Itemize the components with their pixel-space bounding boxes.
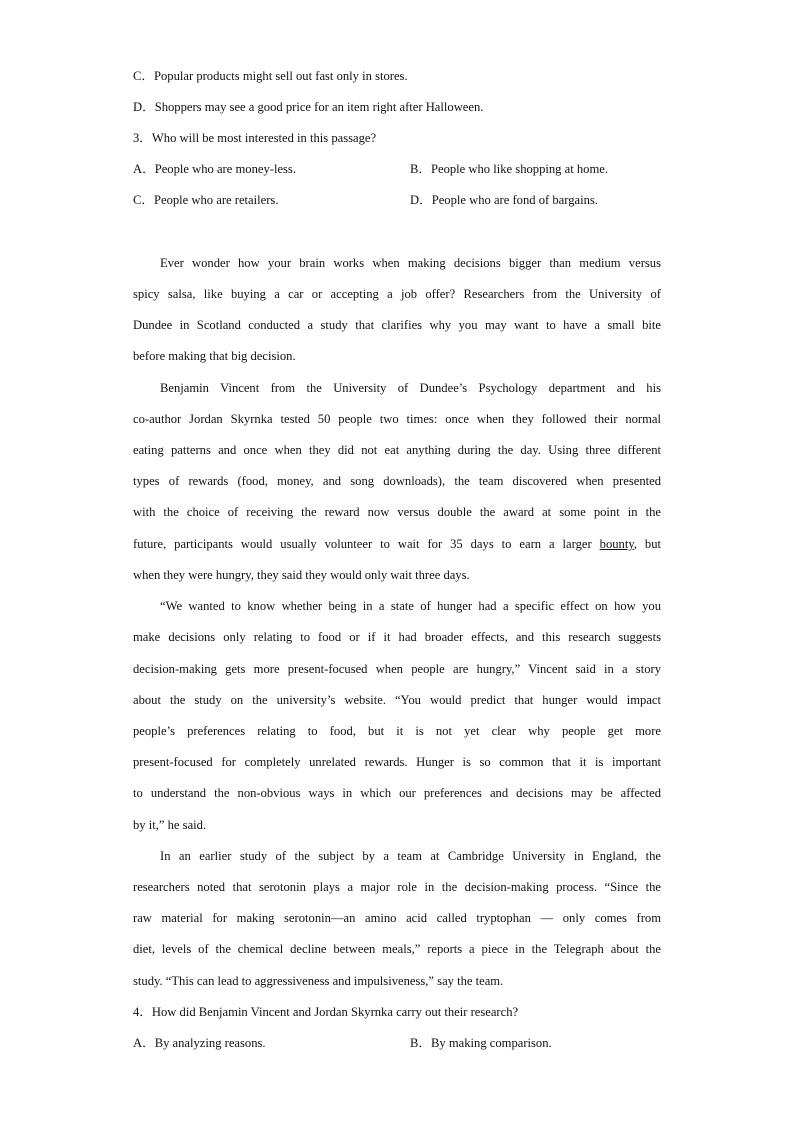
passage-p2-line-7: when they were hungry, they said they would only wait three days.	[133, 568, 470, 582]
q3-option-b[interactable]: B．People who like shopping at home.	[410, 162, 608, 176]
passage-p3-line-3: decision-making gets more present-focused when people are hungry,” Vincent said in a story	[133, 662, 661, 676]
passage-p2-line-6-text: future, participants would usually volunteer to wait for 35 days to earn a larger	[133, 537, 600, 551]
passage-p4-line-1: In an earlier study of the subject by a team at Cambridge University in England, the	[160, 849, 661, 863]
passage-p2-line-2: co-author Jordan Skyrnka tested 50 people two times: once when they followed their normal	[133, 412, 661, 426]
passage-p2-line-3: eating patterns and once when they did not eat anything during the day. Using three different	[133, 443, 661, 457]
passage-p3-line-8: by it,” he said.	[133, 818, 207, 832]
passage-p2-line-1: Benjamin Vincent from the University of Dundee’s Psychology department and his	[160, 381, 661, 395]
passage-p3-line-7: to understand the non-obvious ways in which our preferences and decisions may be affected	[133, 786, 661, 800]
passage-p4-line-3: raw material for making serotonin—an amino acid called tryptophan — only comes from	[133, 911, 661, 925]
passage-p2-line-6	[133, 536, 661, 552]
q3-option-c[interactable]: C．People who are retailers.	[133, 193, 279, 207]
passage-p1-line-1: Ever wonder how your brain works when making decisions bigger than medium versus	[160, 256, 661, 270]
passage-p3-line-2: make decisions only relating to food or if it had broader effects, and this research suggests	[133, 630, 661, 644]
q2-option-c[interactable]: C．Popular products might sell out fast only in stores.	[133, 69, 408, 83]
q4-option-a[interactable]: A．By analyzing reasons.	[133, 1036, 266, 1050]
passage-p4-line-2: researchers noted that serotonin plays a major role in the decision-making process. “Since the	[133, 880, 661, 894]
passage-p4-line-5: study. “This can lead to aggressiveness and impulsiveness,” say the team.	[133, 974, 504, 988]
q4-option-b[interactable]: B．By making comparison.	[410, 1036, 552, 1050]
passage-p1-line-2: spicy salsa, like buying a car or accepting a job offer? Researchers from the University of	[133, 287, 661, 301]
passage-p2-line-6-tail: , but	[633, 537, 661, 551]
q3-option-a[interactable]: A．People who are money-less.	[133, 162, 296, 176]
passage-p3-line-1: “We wanted to know whether being in a state of hunger had a specific effect on how you	[160, 599, 661, 613]
q3-option-d[interactable]: D．People who are fond of bargains.	[410, 193, 598, 207]
passage-p4-line-4: diet, levels of the chemical decline between meals,” reports a piece in the Telegraph about the	[133, 942, 661, 956]
passage-p3-line-4: about the study on the university’s website. “You would predict that hunger would impact	[133, 693, 661, 707]
q3-stem: 3．Who will be most interested in this passage?	[133, 131, 377, 145]
passage-p3-line-5: people’s preferences relating to food, but it is not yet clear why people get more	[133, 724, 661, 738]
passage-p1-line-3: Dundee in Scotland conducted a study that clarifies why you may want to have a small bite	[133, 318, 661, 332]
passage-p2-line-5: with the choice of receiving the reward now versus double the award at some point in the	[133, 505, 661, 519]
passage-p2-line-4: types of rewards (food, money, and song downloads), the team discovered when presented	[133, 474, 661, 488]
passage-p1-line-4: before making that big decision.	[133, 349, 296, 363]
underlined-word-bounty: bounty	[599, 537, 634, 551]
passage-p3-line-6: present-focused for completely unrelated rewards. Hunger is so common that it is important	[133, 755, 661, 769]
q2-option-d[interactable]: D．Shoppers may see a good price for an item right after Halloween.	[133, 100, 484, 114]
q4-stem: 4．How did Benjamin Vincent and Jordan Skyrnka carry out their research?	[133, 1005, 519, 1019]
